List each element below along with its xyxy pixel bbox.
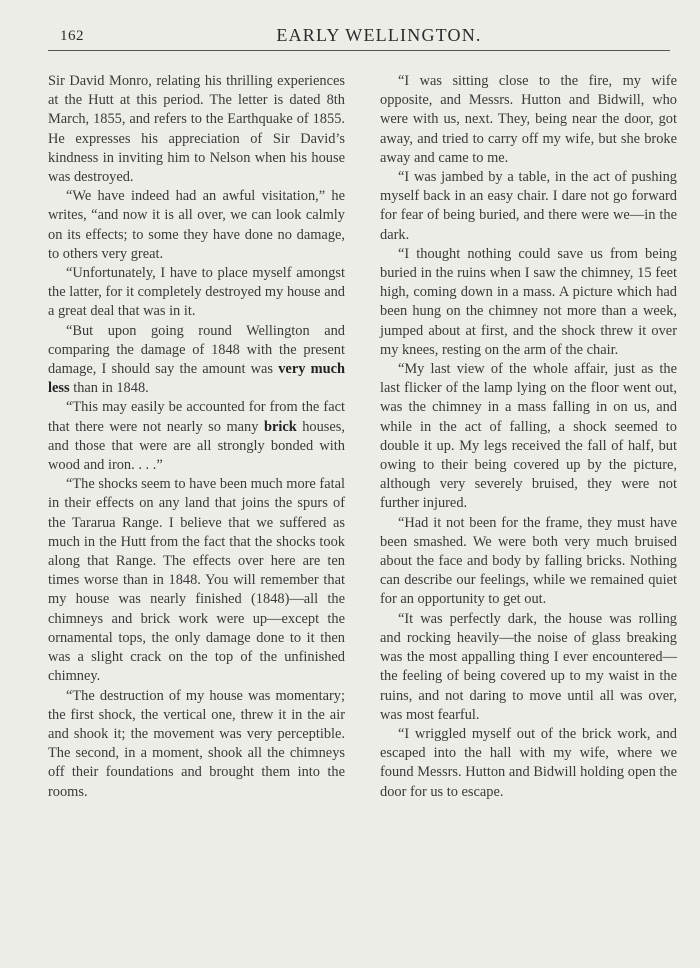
paragraph: “I thought nothing could save us from being buried in the ruins when I saw the chimney, 15 feet high, coming down in a mass. A picture which had been hung on the chimney not more than a week, jumped about at first, and the shock threw it over my knees, resting on the arm of the chair. [380,245,677,358]
paragraph: “Unfortunately, I have to place myself amongst the latter, for it completely destroyed my house and a great deal that was in it. [48,265,345,320]
paragraph: “We have indeed had an awful visitation,” he writes, “and now it is all over, we can look calmly on its effects; to some they have done no damage, to others very great. [48,188,345,262]
page-number: 162 [60,28,84,44]
paragraph: “I was jambed by a table, in the act of pushing myself back in an easy chair. I dare not go forward for fear of being buried, and there were we—in the dark. [380,169,677,243]
text-run: houses, and those that were are all strongly bonded with wood and iron. . . .” [48,418,345,474]
right-column [380,72,677,802]
running-title: EARLY WELLINGTON. [276,25,482,45]
paragraph: “I was sitting close to the fire, my wife opposite, and Messrs. Hutton and Bidwill, who were with us, next. They, being near the door, got away, and tried to carry off my wife, but she broke away and came to me. [380,73,677,166]
paragraph: “The destruction of my house was momentary; the first shock, the vertical one, threw it in the air and shook it; the movement was very perceptible. The second, in a moment, shook all the chimneys off their foundations and brought them into the rooms. [48,687,345,800]
paragraph: “It was perfectly dark, the house was rolling and rocking heavily—the noise of glass breaking was the most appalling thing I ever encountered—the feeling of being covered up to my waist in the ruins, and not daring to move until all was over, was most fearful. [380,610,677,723]
paragraph: “Had it not been for the frame, they must have been smashed. We were both very much bruised about the face and body by falling bricks. Nothing can describe our feelings, while we remained quiet for an opportunity to get out. [380,514,677,608]
text-run: “But upon going round Wellington and comparing the damage of 1848 with the present damage, I should say the amount was [48,322,345,378]
paragraph: “My last view of the whole affair, just as the last flicker of the lamp lying on the floor went out, was the chimney in a mass falling in on us, and while in the act of falling, a shock seemed to double it up. My legs received the fall of half, but owing to their being covered up by the picture, although very severely bruised, they were not further injured. [380,361,677,512]
text-run: than in 1848. [69,380,149,397]
paragraph [48,398,345,475]
paragraph: “The shocks seem to have been much more fatal in their effects on any land that joins the spurs of the Tararua Range. I believe that we suffered as much in the Hutt from the fact that the shocks took along that Range. The effects over here are ten times worse than in 1848. You will remember that my house was nearly finished (1848)—all the chimneys and brick work were up—except the ornamental tops, the only damage done to it then was a slight crack on the top of the unfinished chimney. [48,476,345,685]
paragraph [48,322,345,399]
text-run: “This may easily be accounted for from the fact that there were not nearly so many [48,399,345,435]
paragraph: Sir David Monro, relating his thrilling experiences at the Hutt at this period. The letter is dated 8th March, 1855, and refers to the Earthquake of 1855. He expresses his appreciation of Sir David’s kindness in inviting him to Nelson when his house was destroyed. [48,73,345,186]
bold-text: brick [263,418,297,435]
paragraph: “I wriggled myself out of the brick work, and escaped into the hall with my wife, where we found Messrs. Hutton and Bidwill holding open the door for us to escape. [380,725,677,800]
left-column [48,72,345,802]
bold-text: very much less [48,361,345,397]
page-header [48,22,670,51]
